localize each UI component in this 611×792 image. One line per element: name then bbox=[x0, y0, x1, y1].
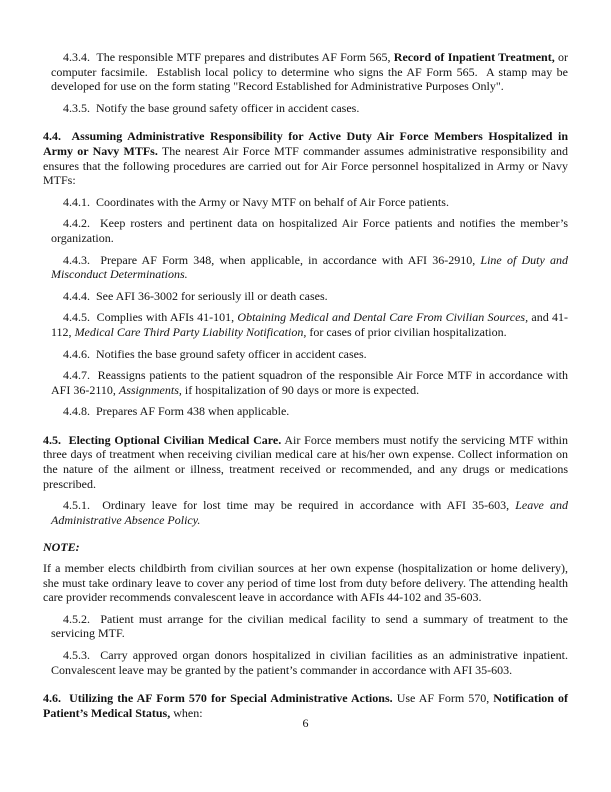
text-segment: and 41-112, bbox=[51, 310, 568, 339]
paragraph-4-5-2 bbox=[51, 612, 568, 641]
note-label bbox=[43, 540, 568, 555]
section-heading-4-4 bbox=[43, 129, 568, 187]
text-segment: 4.4.8. Prepares AF Form 438 when applicable. bbox=[63, 404, 290, 419]
text-segment: If a member elects childbirth from civilian sources at her own expense (hospitalization or home delivery), she must take ordinary leave to cover any period of time lost from duty before delivery. The attending health care provider recommends convalescent leave in accordance with AFIs 44-102 and 35-603. bbox=[43, 561, 568, 605]
text-segment: when: bbox=[170, 705, 203, 720]
text-segment: 4.4.7. Reassigns patients to the patient squadron of the responsible Air Force MTF in accordance with AFI 36-2110, bbox=[51, 368, 568, 397]
text-segment: Use AF Form 570, bbox=[392, 691, 494, 706]
text-segment: Assignments, bbox=[118, 382, 182, 397]
text-segment: 4.3.5. Notify the base ground safety officer in accident cases. bbox=[63, 100, 360, 115]
text-segment: 4.6. Utilizing the AF Form 570 for Special Administrative Actions. bbox=[43, 691, 393, 706]
paragraph-4-4-3 bbox=[51, 253, 568, 282]
paragraph-4-4-6 bbox=[51, 347, 568, 362]
text-segment: 4.4.1. Coordinates with the Army or Navy MTF on behalf of Air Force patients. bbox=[63, 194, 449, 209]
text-segment: 4.4.5. Complies with AFIs 41-101, bbox=[63, 310, 238, 325]
text-segment: 4.4.2. Keep rosters and pertinent data on hospitalized Air Force patients and notifies the member’s organization. bbox=[51, 216, 568, 245]
text-segment: Line of Duty and Misconduct Determinations. bbox=[51, 252, 568, 282]
text-segment: 4.5. Electing Optional Civilian Medical Care. bbox=[43, 432, 282, 447]
paragraph-4-5-1 bbox=[51, 498, 568, 527]
paragraph-4-4-7 bbox=[51, 368, 568, 397]
paragraph-4-4-5 bbox=[51, 310, 568, 339]
paragraph-4-5-3 bbox=[51, 648, 568, 677]
text-segment: if hospitalization of 90 days or more is expected. bbox=[181, 382, 420, 397]
text-segment: Record of Inpatient Treatment, bbox=[393, 50, 555, 64]
text-segment: 4.4.4. See AFI 36-3002 for seriously ill or death cases. bbox=[63, 288, 328, 303]
paragraph-4-3-5 bbox=[51, 101, 568, 116]
note-text bbox=[43, 561, 568, 605]
document-body bbox=[43, 50, 568, 720]
section-heading-4-5 bbox=[43, 433, 568, 491]
text-segment: Obtaining Medical and Dental Care From Civilian Sources, bbox=[237, 310, 529, 325]
paragraph-4-3-4 bbox=[51, 50, 568, 94]
paragraph-4-4-8 bbox=[51, 404, 568, 419]
text-segment: The nearest Air Force MTF commander assumes administrative responsibility and ensures that the following procedures are carried out for Air Force personnel hospitalized in Army or Navy MTFs: bbox=[43, 143, 569, 188]
text-segment: Air Force members must notify the servicing MTF within three days of treatment when receiving civilian medical care at his/her own expense. Collect information on the nature of the ailment or illness, treatment received or recommended, and any drugs or medications prescribed. bbox=[43, 432, 569, 491]
text-segment: 4.4.3. Prepare AF Form 348, when applicable, in accordance with AFI 36-2910, bbox=[63, 252, 481, 267]
text-segment: Leave and Administrative Absence Policy. bbox=[51, 498, 568, 527]
text-segment: 4.5.2. Patient must arrange for the civilian medical facility to send a summary of treatment to the servicing MTF. bbox=[51, 611, 568, 641]
paragraph-4-4-4 bbox=[51, 289, 568, 304]
paragraph-4-4-1 bbox=[51, 195, 568, 210]
text-segment: 4.3.4. The responsible MTF prepares and distributes AF Form 565, bbox=[63, 50, 394, 64]
text-segment: for cases of prior civilian hospitalization. bbox=[306, 324, 507, 339]
text-segment: Notification of Patient’s Medical Status, bbox=[43, 691, 569, 720]
text-segment: 4.4. Assuming Administrative Responsibility for Active Duty Air Force Members Hospitalized in Army or Navy MTFs. bbox=[43, 129, 568, 158]
text-segment: 4.4.6. Notifies the base ground safety officer in accident cases. bbox=[63, 346, 367, 361]
text-segment: or computer facsimile. Establish local policy to determine who signs the AF Form 565. A stamp may be developed for use on the form stating "Record Established for Administrative Purposes Only". bbox=[51, 50, 569, 94]
page-number: 6 bbox=[302, 716, 309, 730]
text-segment: NOTE: bbox=[43, 540, 80, 555]
text-segment: 4.5.3. Carry approved organ donors hospitalized in civilian facilities as an administrative inpatient. Convalescent leave may be granted by the patient’s commander in accordance with AFI 35-603. bbox=[51, 648, 568, 677]
paragraph-4-4-2 bbox=[51, 216, 568, 245]
text-segment: 4.5.1. Ordinary leave for lost time may be required in accordance with AFI 35-603, bbox=[63, 498, 516, 513]
text-segment: Medical Care Third Party Liability Notification, bbox=[74, 324, 307, 339]
